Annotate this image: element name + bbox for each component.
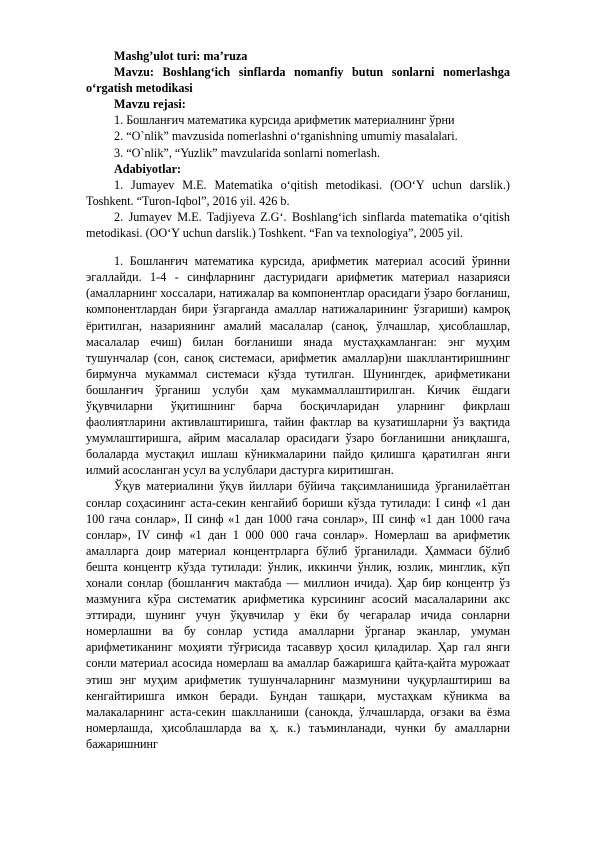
plan-item-2: 2. “O`nlik” mavzusida nomerlashni o‘rganishning umumiy masalalari.	[114, 129, 458, 144]
plan-item-1: 1. Бошланғич математика курсида арифметик материалнинг ўрни	[114, 113, 455, 128]
section-gap	[86, 241, 510, 253]
lesson-type: Mashg’ulot turi: ma’ruza	[114, 49, 248, 63]
plan-title: Mavzu rejasi:	[114, 97, 186, 112]
lesson-topic: Mavzu: Boshlang‘ich sinflarda nomanfiy butun sonlarni nomerlashga o‘rgatish metodikasi	[86, 65, 510, 96]
literature-item-1: 1. Jumayev M.E. Matematika o‘qitish metodikasi. (OO‘Y uchun darslik.) Toshkent. “Turon-Iqbol”, 2016 yil. 426 b.	[86, 177, 510, 208]
body-paragraph-2: Ўқув материалини ўқув йиллари бўйича тақсимланишида ўрганилаётган сонлар соҳасининг аста-секин кенгайиб бориши кўзда тутилади: I синф «1 дан 100 гача сонлар», II синф «1 дан 1000 гача сонлар», III синф «1 дан 1000 гача сонлар», IV синф «1 дан 1 000 000 гача сонлар». Номерлаш ва арифметик амалларга доир материал концентрларга бўлиб ўрганилади. Ҳаммаси бўлиб бешта концентр кўзда тутилади: ўнлик, иккинчи ўнлик, юзлик, минглик, кўп хонали сонлар (бошланғич мактабда — миллион ичида). Ҳар бир концентр ўз мазмунига кўра систематик арифметика курсининг асосий масалаларини акс эттиради, шунинг учун ўқувчилар у ёки бу чегаралар ичида сонларни номерлашни ва бу сонлар устида амалларни ўрганар эканлар, умуман арифметиканинг моҳияти тўғрисида тасаввур ҳосил қиладилар. Ҳар гал янги сонли материал асосида номерлаш ва амаллар бажаришга қайта-қайта мурожаат этиш энг муҳим арифметик тушунчаларнинг мазмунини чуқурлаштириш ва кенгайтиришга имкон беради. Бундан ташқари, мустаҳкам кўникма ва малакаларнинг аста-секин шаклланиши (санокда, ўлчашларда, оғзаки ва ёзма номерлашда, ҳисоблашларда ва ҳ. к.) таъминланади, чунки бу амалларни бажаришнинг	[86, 479, 510, 751]
literature-item-2: 2. Jumayev M.E. Tadjiyeva Z.G‘. Boshlang‘ich sinflarda matematika o‘qitish metodikasi. (OO‘Y uchun darslik.) Toshkent. “Fan va texnologiya”, 2005 yil.	[86, 209, 510, 241]
document-page	[86, 48, 510, 752]
plan-item-3: 3. “O`nlik”, “Yuzlik” mavzularida sonlarni nomerlash.	[114, 145, 381, 160]
literature-title: Adabiyotlar:	[114, 161, 182, 176]
body-paragraph-1: 1. Бошланғич математика курсида, арифметик материал асосий ўринни эгаллайди. 1-4 - синфларнинг дастуридаги арифметик материал назарияси (амалларнинг хоссалари, натижалар ва компонентлар орасидаги ўзаро боғланиш, компонентлардан бири ўзгарганда амаллар натижаларининг ўзгариши) камроқ ёритилган, назариянинг амалий масалалар (саноқ, ўлчашлар, ҳисоблашлар, масалалар ечиш) билан боғланиши янада мустаҳкамланган: энг муҳим тушунчалар (сон, саноқ системаси, арифметик амаллар)ни шакллантиришнинг бирмунча мукаммал системаси кўзда тутилган. Шунингдек, арифметикани бошланғич ўрганиш услуби ҳам мукаммаллаштирилган. Кичик ёшдаги ўқувчиларни ўқитишнинг барча босқичларидан уларнинг фикрлаш фаолиятларини активлаштиришга, тайин фактлар ва кузатишларни ўз вақтида умумлаштиришга, айрим масалалар орасидаги ўзаро боғланишни аниқлашга, болаларда мустақил ишлаш кўникмаларини пайдо қилишга қаратилган янги илмий асосланган усул ва услублари дастурга киритишган.	[86, 254, 510, 478]
